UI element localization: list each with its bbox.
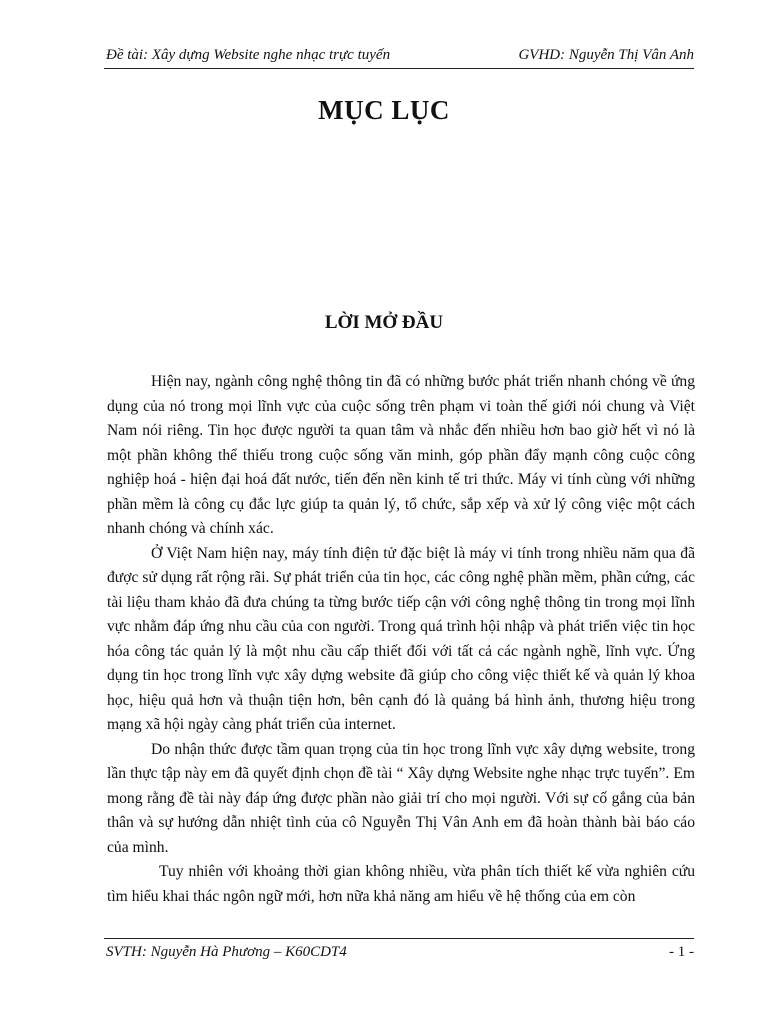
paragraph: Tuy nhiên với khoảng thời gian không nhiều, vừa phân tích thiết kế vừa nghiên cứu tìm hiểu khai thác ngôn ngữ mới, hơn nữa khả năng am hiểu về hệ thống của em còn bbox=[107, 863, 695, 905]
paragraph: Do nhận thức được tầm quan trọng của tin học trong lĩnh vực xây dựng website, trong lần thực tập này em đã quyết định chọn đề tài “ Xây dựng Website nghe nhạc trực tuyến”. Em mong rằng đề tài này đáp ứng được phần nào giải trí cho mọi người. Với sự cố gắng của bản thân và sự hướng dẫn nhiệt tình của cô Nguyễn Thị Vân Anh em đã hoàn thành bài báo cáo của mình. bbox=[107, 740, 695, 856]
header-topic: Đề tài: Xây dựng Website nghe nhạc trực tuyến bbox=[106, 47, 391, 63]
page-footer bbox=[106, 942, 694, 962]
document-body bbox=[107, 370, 695, 909]
paragraph: Ở Việt Nam hiện nay, máy tính điện tử đặc biệt là máy vi tính trong nhiều năm qua đã được sử dụng rất rộng rãi. Sự phát triển của tin học, các công nghệ phần mềm, phần cứng, các tài liệu tham khảo đã đưa chúng ta từng bước tiếp cận với công nghệ thông tin trong mọi lĩnh vực nhằm đáp ứng nhu cầu của con người. Trong quá trình hội nhập và phát triển việc tin học hóa công tác quản lý là một nhu cầu cấp thiết đối với tất cả các ngành nghề, lĩnh vực. Ứng dụng tin học trong lĩnh vực xây dựng website đã giúp cho công việc thiết kế và quản lý khoa học, hiệu quả hơn và thuận tiện hơn, bên cạnh đó là quảng bá hình ảnh, thương hiệu trong mạng xã hội ngày càng phát triển của internet. bbox=[107, 544, 695, 733]
header-divider bbox=[104, 68, 694, 69]
footer-student: SVTH: Nguyễn Hà Phương – K60CDT4 bbox=[106, 944, 347, 960]
header-advisor: GVHD: Nguyễn Thị Vân Anh bbox=[518, 47, 694, 63]
intro-heading: LỜI MỞ ĐẦU bbox=[324, 312, 444, 333]
page-header bbox=[106, 45, 694, 65]
page-number: - 1 - bbox=[669, 944, 694, 960]
toc-heading: MỤC LỤC bbox=[318, 95, 450, 125]
footer-divider bbox=[104, 938, 694, 939]
paragraph: Hiện nay, ngành công nghệ thông tin đã có những bước phát triển nhanh chóng về ứng dụng của nó trong mọi lĩnh vực của cuộc sống trên phạm vi toàn thế giới nói chung và Việt Nam nói riêng. Tin học được người ta quan tâm và nhắc đến nhiều hơn bao giờ hết vì nó là một phần không thể thiếu trong cuộc sống văn minh, góp phần đẩy mạnh công cuộc công nghiệp hoá - hiện đại hoá đất nước, tiến đến nền kinh tế tri thức. Máy vi tính cùng với những phần mềm là công cụ đắc lực giúp ta quản lý, tổ chức, sắp xếp và xử lý công việc một cách nhanh chóng và chính xác. bbox=[107, 373, 695, 537]
